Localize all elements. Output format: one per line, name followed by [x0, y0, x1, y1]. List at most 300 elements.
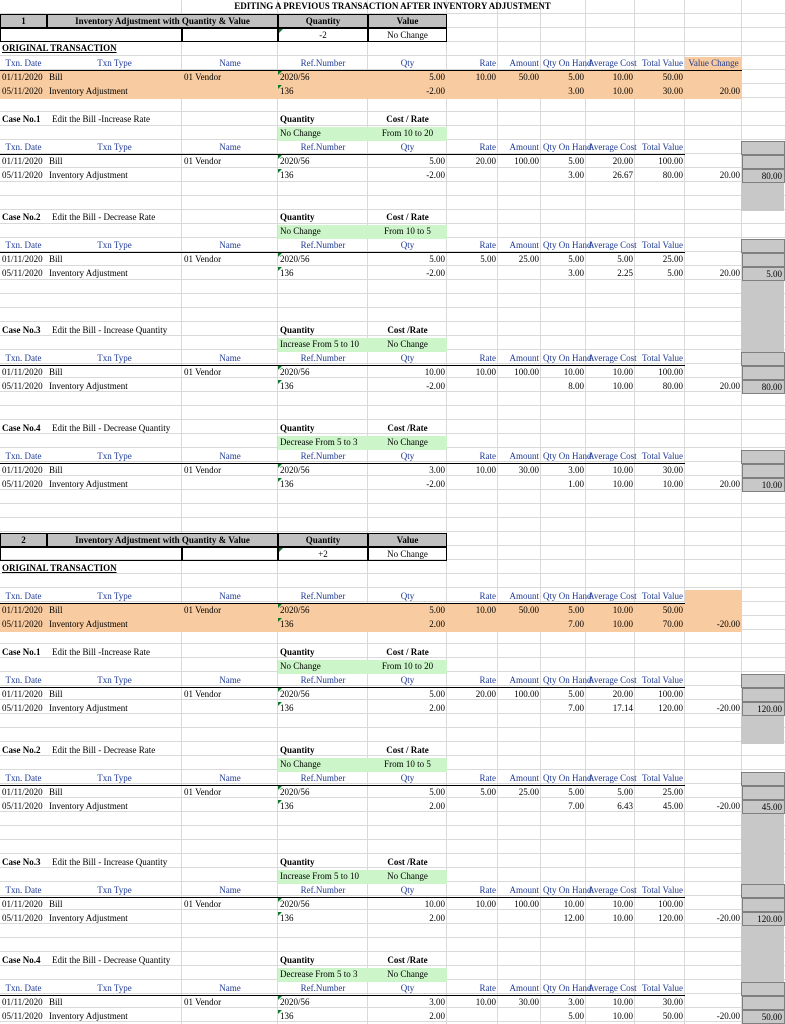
cell-amount[interactable]: 30.00 — [518, 997, 539, 1007]
cell-net-change[interactable] — [742, 786, 785, 800]
cell-total-value[interactable]: 100.00 — [658, 899, 683, 909]
cost-change[interactable]: No Change — [368, 436, 447, 450]
cell-qty-on-hand[interactable]: 3.00 — [568, 997, 584, 1007]
cell-amount[interactable] — [498, 85, 541, 99]
cell-total-value[interactable]: 30.00 — [662, 997, 683, 1007]
cell-total-value[interactable]: 30.00 — [662, 465, 683, 475]
cell-name[interactable] — [182, 618, 278, 632]
cell-average-cost[interactable]: 20.00 — [612, 689, 633, 699]
cell-amount[interactable] — [498, 478, 541, 492]
cell-rate[interactable] — [447, 380, 498, 394]
cell-txn-date[interactable]: 01/11/2020 — [2, 254, 43, 264]
cell-value-change[interactable]: -20.00 — [716, 913, 740, 923]
cell-ref-number[interactable]: 136 — [278, 169, 368, 183]
cell-name[interactable]: 01 Vendor — [184, 689, 222, 699]
cell-rate[interactable] — [447, 1010, 498, 1024]
cell-name[interactable]: 01 Vendor — [184, 997, 222, 1007]
case-label: Case No.4 — [2, 423, 41, 433]
cell-rate[interactable]: 10.00 — [475, 465, 496, 475]
cell-net-change[interactable]: 5.00 — [742, 267, 785, 281]
cell-net-change[interactable] — [742, 253, 785, 267]
adjustment-quantity[interactable]: +2 — [278, 547, 368, 561]
blank-cell[interactable] — [182, 547, 278, 561]
cell-amount[interactable] — [498, 380, 541, 394]
adjustment-quantity[interactable]: -2 — [278, 28, 368, 42]
blank-cell[interactable] — [0, 547, 182, 561]
cell-qty-on-hand[interactable]: 7.00 — [541, 618, 586, 632]
cell-name[interactable]: 01 Vendor — [184, 156, 222, 166]
cell-txn-date[interactable]: 01/11/2020 — [0, 71, 47, 85]
cell-qty-on-hand[interactable]: 5.00 — [568, 689, 584, 699]
cell-txn-date[interactable]: 05/11/2020 — [2, 479, 43, 489]
cell-qty[interactable]: -2.00 — [368, 85, 447, 99]
cell-rate[interactable]: 5.00 — [480, 787, 496, 797]
cell-rate[interactable] — [447, 85, 498, 99]
cell-average-cost[interactable]: 26.67 — [612, 170, 633, 180]
cell-txn-type[interactable]: Bill — [49, 689, 63, 699]
quantity-change[interactable]: Decrease From 5 to 3 — [278, 436, 368, 450]
cell-value-change[interactable] — [685, 155, 742, 169]
cell-total-value[interactable]: 50.00 — [635, 71, 685, 85]
case-description: Edit the Bill - Decrease Rate — [52, 212, 156, 222]
cell-ref-number[interactable]: 2020/56 — [278, 688, 368, 702]
column-header-qty: Qty — [368, 141, 447, 155]
cell-total-value[interactable]: 120.00 — [658, 703, 683, 713]
column-header-ref-number: Ref.Number — [278, 141, 368, 155]
cell-qty-on-hand[interactable]: 5.00 — [541, 71, 586, 85]
value-change-header-fill — [685, 590, 742, 604]
cell-rate[interactable]: 10.00 — [475, 367, 496, 377]
cell-qty-on-hand[interactable]: 12.00 — [563, 913, 584, 923]
column-header-name: Name — [182, 450, 278, 464]
cell-txn-date[interactable]: 05/11/2020 — [0, 85, 47, 99]
cell-amount[interactable] — [498, 1010, 541, 1024]
cell-rate[interactable]: 10.00 — [447, 71, 498, 85]
cell-value-change[interactable] — [685, 688, 742, 702]
cell-qty-on-hand[interactable]: 5.00 — [568, 156, 584, 166]
cell-qty[interactable]: 5.00 — [368, 71, 447, 85]
cell-qty[interactable]: 5.00 — [429, 254, 445, 264]
cell-txn-date[interactable]: 01/11/2020 — [2, 156, 43, 166]
cell-ref-number[interactable]: 2020/56 — [278, 898, 368, 912]
cell-name[interactable]: 01 Vendor — [184, 367, 222, 377]
cell-qty-on-hand[interactable]: 7.00 — [568, 801, 584, 811]
column-header-average-cost: Average Cost — [586, 674, 635, 688]
cell-amount[interactable] — [498, 267, 541, 281]
cell-name[interactable]: 01 Vendor — [182, 604, 278, 618]
column-header-ref-number: Ref.Number — [278, 450, 368, 464]
case-description: Edit the Bill - Decrease Rate — [52, 745, 156, 755]
cell-txn-type[interactable]: Inventory Adjustment — [49, 801, 128, 811]
column-header-ref-number: Ref.Number — [278, 590, 368, 604]
column-header-average-cost: Average Cost — [586, 590, 635, 604]
cell-average-cost[interactable]: 10.00 — [612, 381, 633, 391]
cell-qty[interactable]: 10.00 — [424, 899, 445, 909]
cell-ref-number[interactable]: 136 — [278, 267, 368, 281]
cell-ref-number[interactable]: 136 — [278, 380, 368, 394]
cell-amount[interactable] — [498, 618, 541, 632]
cell-net-change[interactable]: 120.00 — [742, 702, 785, 716]
cell-average-cost[interactable]: 10.00 — [586, 71, 635, 85]
cell-average-cost[interactable]: 10.00 — [586, 604, 635, 618]
cell-ref-number[interactable]: 2020/56 — [278, 604, 368, 618]
cell-value-change[interactable] — [685, 366, 742, 380]
cell-average-cost[interactable]: 20.00 — [612, 156, 633, 166]
quantity-label: Quantity — [280, 114, 315, 124]
cell-rate[interactable]: 10.00 — [475, 899, 496, 909]
column-header-txn-type: Txn Type — [47, 982, 182, 996]
cell-qty[interactable]: 2.00 — [429, 1011, 445, 1021]
column-header-txn-date: Txn. Date — [0, 141, 47, 155]
column-header-txn-date: Txn. Date — [0, 450, 47, 464]
cell-amount[interactable]: 100.00 — [514, 689, 539, 699]
quantity-change[interactable]: No Change — [278, 660, 368, 674]
cell-rate[interactable]: 20.00 — [475, 156, 496, 166]
quantity-change[interactable]: No Change — [278, 127, 368, 141]
cell-name[interactable] — [182, 800, 278, 814]
cell-amount[interactable] — [498, 912, 541, 926]
cell-name[interactable] — [182, 702, 278, 716]
cell-value-change[interactable]: -20.00 — [685, 618, 742, 632]
cell-average-cost[interactable]: 5.00 — [617, 254, 633, 264]
cell-qty-on-hand[interactable]: 3.00 — [568, 170, 584, 180]
cell-ref-number[interactable]: 2020/56 — [278, 996, 368, 1010]
cost-change[interactable]: No Change — [368, 870, 447, 884]
column-header-txn-date: Txn. Date — [0, 590, 47, 604]
cell-net-change[interactable] — [742, 155, 785, 169]
cell-amount[interactable]: 100.00 — [514, 899, 539, 909]
quantity-change[interactable]: Increase From 5 to 10 — [278, 338, 368, 352]
cell-qty-on-hand[interactable]: 3.00 — [541, 85, 586, 99]
cell-txn-date[interactable]: 01/11/2020 — [2, 689, 43, 699]
cell-qty[interactable]: 2.00 — [429, 913, 445, 923]
cell-net-change[interactable] — [742, 464, 785, 478]
cell-value-change[interactable]: 20.00 — [719, 268, 740, 278]
cell-amount[interactable]: 100.00 — [514, 156, 539, 166]
cell-name[interactable] — [182, 1010, 278, 1024]
column-header-ref-number: Ref.Number — [278, 674, 368, 688]
cell-qty[interactable]: 5.00 — [429, 156, 445, 166]
cell-qty[interactable]: -2.00 — [426, 170, 445, 180]
cell-amount[interactable] — [498, 169, 541, 183]
cell-qty-on-hand[interactable]: 8.00 — [568, 381, 584, 391]
column-header-qty: Qty — [368, 57, 447, 71]
cell-rate[interactable] — [447, 169, 498, 183]
cell-txn-date[interactable]: 05/11/2020 — [2, 703, 43, 713]
cell-amount[interactable]: 25.00 — [518, 254, 539, 264]
cell-amount[interactable] — [498, 702, 541, 716]
cell-qty[interactable]: -2.00 — [426, 268, 445, 278]
cell-total-value[interactable]: 10.00 — [662, 479, 683, 489]
blank-cell[interactable] — [0, 28, 182, 42]
cell-net-change[interactable] — [742, 898, 785, 912]
cell-qty[interactable]: -2.00 — [426, 381, 445, 391]
quantity-change[interactable]: No Change — [278, 225, 368, 239]
cell-amount[interactable]: 30.00 — [518, 465, 539, 475]
column-header-qty: Qty — [368, 884, 447, 898]
cell-net-change[interactable] — [742, 688, 785, 702]
cost-change[interactable]: From 10 to 20 — [368, 127, 447, 141]
cell-average-cost[interactable]: 10.00 — [586, 85, 635, 99]
cell-ref-number[interactable]: 2020/56 — [278, 253, 368, 267]
cell-qty-on-hand[interactable]: 3.00 — [568, 465, 584, 475]
cell-name[interactable]: 01 Vendor — [184, 787, 222, 797]
cell-value-change[interactable] — [685, 71, 742, 85]
cost-change[interactable]: From 10 to 20 — [368, 660, 447, 674]
cell-txn-date[interactable]: 01/11/2020 — [2, 465, 43, 475]
cell-qty-on-hand[interactable]: 5.00 — [568, 787, 584, 797]
cell-total-value[interactable]: 80.00 — [662, 381, 683, 391]
scenario-number: 2 — [0, 533, 47, 547]
column-header-txn-date: Txn. Date — [0, 982, 47, 996]
cell-qty-on-hand[interactable]: 5.00 — [541, 604, 586, 618]
cell-txn-type[interactable]: Inventory Adjustment — [49, 703, 128, 713]
cell-txn-date[interactable]: 05/11/2020 — [2, 913, 43, 923]
cell-total-value[interactable]: 25.00 — [662, 787, 683, 797]
change-column-fill — [741, 814, 784, 884]
cell-amount[interactable] — [498, 800, 541, 814]
cell-value-change[interactable]: -20.00 — [716, 1011, 740, 1021]
cell-ref-number[interactable]: 136 — [278, 85, 368, 99]
cell-net-change[interactable]: 50.00 — [742, 1010, 785, 1024]
column-header-txn-type: Txn Type — [47, 239, 182, 253]
cell-average-cost[interactable]: 10.00 — [612, 997, 633, 1007]
cell-ref-number[interactable]: 2020/56 — [278, 366, 368, 380]
cell-total-value[interactable]: 45.00 — [662, 801, 683, 811]
column-header-rate: Rate — [447, 772, 498, 786]
cell-qty[interactable]: 2.00 — [429, 801, 445, 811]
cell-rate[interactable] — [447, 478, 498, 492]
cell-total-value[interactable]: 30.00 — [635, 85, 685, 99]
cell-name[interactable]: 01 Vendor — [182, 71, 278, 85]
cell-ref-number[interactable]: 2020/56 — [278, 464, 368, 478]
cell-amount[interactable]: 100.00 — [514, 367, 539, 377]
cell-txn-date[interactable]: 05/11/2020 — [2, 268, 43, 278]
cell-txn-type[interactable]: Inventory Adjustment — [47, 618, 182, 632]
cell-name[interactable] — [182, 169, 278, 183]
cell-txn-date[interactable]: 05/11/2020 — [2, 170, 43, 180]
cell-qty-on-hand[interactable]: 10.00 — [563, 367, 584, 377]
cell-qty[interactable]: 5.00 — [368, 604, 447, 618]
cell-txn-date[interactable]: 01/11/2020 — [0, 604, 47, 618]
cell-txn-type[interactable]: Inventory Adjustment — [49, 170, 128, 180]
cell-average-cost[interactable]: 5.00 — [617, 787, 633, 797]
cell-txn-date[interactable]: 05/11/2020 — [2, 381, 43, 391]
cell-ref-number[interactable]: 136 — [278, 618, 368, 632]
cell-total-value[interactable]: 50.00 — [635, 604, 685, 618]
column-header-total-value: Total Value — [635, 450, 685, 464]
column-header-qty-on-hand: Qty On Hand — [541, 141, 586, 155]
cell-qty-on-hand[interactable]: 7.00 — [568, 703, 584, 713]
cell-qty[interactable]: 2.00 — [429, 703, 445, 713]
cost-change[interactable]: From 10 to 5 — [368, 225, 447, 239]
cell-name[interactable]: 01 Vendor — [184, 899, 222, 909]
cell-net-change[interactable]: 80.00 — [742, 169, 785, 183]
cell-name[interactable] — [182, 85, 278, 99]
cell-qty[interactable]: 5.00 — [429, 689, 445, 699]
cell-txn-date[interactable]: 01/11/2020 — [2, 367, 43, 377]
cell-txn-type[interactable]: Inventory Adjustment — [49, 913, 128, 923]
cell-name[interactable] — [182, 267, 278, 281]
cell-qty-on-hand[interactable]: 5.00 — [568, 1011, 584, 1021]
cell-value-change[interactable]: -20.00 — [716, 703, 740, 713]
cell-net-change[interactable]: 45.00 — [742, 800, 785, 814]
cell-rate[interactable]: 5.00 — [480, 254, 496, 264]
cell-amount[interactable]: 25.00 — [518, 787, 539, 797]
cell-average-cost[interactable]: 10.00 — [612, 479, 633, 489]
cell-rate[interactable] — [447, 618, 498, 632]
cell-total-value[interactable]: 25.00 — [662, 254, 683, 264]
cell-name[interactable] — [182, 912, 278, 926]
quantity-label: Quantity — [280, 212, 315, 222]
cell-txn-date[interactable]: 01/11/2020 — [2, 787, 43, 797]
cell-total-value[interactable]: 70.00 — [635, 618, 685, 632]
cell-qty[interactable]: 2.00 — [368, 618, 447, 632]
column-header-qty: Qty — [368, 590, 447, 604]
case-label: Case No.2 — [2, 212, 41, 222]
cell-txn-type[interactable]: Bill — [49, 787, 63, 797]
cell-qty[interactable]: 10.00 — [424, 367, 445, 377]
cell-net-change[interactable] — [742, 366, 785, 380]
cell-net-change[interactable]: 80.00 — [742, 380, 785, 394]
cell-name[interactable] — [182, 380, 278, 394]
cell-value-change[interactable] — [685, 898, 742, 912]
cost-change[interactable]: No Change — [368, 968, 447, 982]
cell-total-value[interactable]: 100.00 — [658, 689, 683, 699]
scenario-heading: Inventory Adjustment with Quantity & Value — [47, 14, 278, 28]
cell-average-cost[interactable]: 17.14 — [612, 703, 633, 713]
cell-txn-type[interactable]: Inventory Adjustment — [49, 268, 128, 278]
cell-value-change[interactable]: -20.00 — [716, 801, 740, 811]
cell-rate[interactable]: 10.00 — [447, 604, 498, 618]
cell-rate[interactable]: 10.00 — [475, 997, 496, 1007]
quantity-change[interactable]: Increase From 5 to 10 — [278, 870, 368, 884]
cost-change[interactable]: No Change — [368, 338, 447, 352]
cell-average-cost[interactable]: 10.00 — [612, 913, 633, 923]
cell-total-value[interactable]: 100.00 — [658, 156, 683, 166]
column-header-txn-date: Txn. Date — [0, 772, 47, 786]
cell-value-change[interactable] — [685, 996, 742, 1010]
cell-txn-type[interactable]: Bill — [49, 465, 63, 475]
cell-ref-number[interactable]: 136 — [278, 912, 368, 926]
cell-rate[interactable] — [447, 702, 498, 716]
cell-average-cost[interactable]: 10.00 — [612, 465, 633, 475]
cell-qty[interactable]: 5.00 — [429, 787, 445, 797]
cell-txn-type[interactable]: Inventory Adjustment — [49, 381, 128, 391]
cell-txn-type[interactable]: Inventory Adjustment — [47, 85, 182, 99]
cell-average-cost[interactable]: 10.00 — [586, 618, 635, 632]
cell-ref-number[interactable]: 136 — [278, 478, 368, 492]
change-column-fill — [741, 716, 784, 744]
cell-txn-type[interactable]: Inventory Adjustment — [49, 1011, 128, 1021]
cell-amount[interactable]: 50.00 — [498, 604, 541, 618]
adjustment-value[interactable]: No Change — [368, 28, 447, 42]
cell-rate[interactable] — [447, 267, 498, 281]
cell-total-value[interactable]: 100.00 — [658, 367, 683, 377]
cost-change[interactable]: From 10 to 5 — [368, 758, 447, 772]
cell-txn-date[interactable]: 01/11/2020 — [2, 997, 43, 1007]
cell-qty-on-hand[interactable]: 10.00 — [563, 899, 584, 909]
cell-average-cost[interactable]: 10.00 — [612, 899, 633, 909]
quantity-change[interactable]: Decrease From 5 to 3 — [278, 968, 368, 982]
blank-cell[interactable] — [182, 28, 278, 42]
cell-txn-type[interactable]: Bill — [49, 156, 63, 166]
cell-total-value[interactable]: 80.00 — [662, 170, 683, 180]
cell-rate[interactable]: 20.00 — [475, 689, 496, 699]
cell-rate[interactable] — [447, 912, 498, 926]
cell-ref-number[interactable]: 2020/56 — [278, 155, 368, 169]
cell-value-change[interactable] — [685, 604, 742, 618]
column-header-total-value: Total Value — [635, 57, 685, 71]
cell-txn-date[interactable]: 05/11/2020 — [2, 1011, 43, 1021]
cell-ref-number[interactable]: 136 — [278, 1010, 368, 1024]
cell-total-value[interactable]: 50.00 — [662, 1011, 683, 1021]
cell-name[interactable]: 01 Vendor — [184, 254, 222, 264]
cell-value-change[interactable] — [685, 786, 742, 800]
column-header-rate: Rate — [447, 239, 498, 253]
cell-average-cost[interactable]: 10.00 — [612, 367, 633, 377]
cell-net-change[interactable] — [742, 996, 785, 1010]
cell-value-change[interactable]: 20.00 — [685, 85, 742, 99]
cell-ref-number[interactable]: 2020/56 — [278, 71, 368, 85]
cell-name[interactable] — [182, 478, 278, 492]
cell-value-change[interactable]: 20.00 — [719, 170, 740, 180]
cell-name[interactable]: 01 Vendor — [184, 465, 222, 475]
cell-value-change[interactable] — [685, 464, 742, 478]
cell-txn-date[interactable]: 05/11/2020 — [0, 618, 47, 632]
quantity-change[interactable]: No Change — [278, 758, 368, 772]
case-label: Case No.4 — [2, 955, 41, 965]
cell-txn-type[interactable]: Bill — [49, 254, 63, 264]
cell-average-cost[interactable]: 6.43 — [617, 801, 633, 811]
cell-txn-type[interactable]: Bill — [47, 604, 182, 618]
cell-value-change[interactable] — [685, 253, 742, 267]
cell-average-cost[interactable]: 10.00 — [612, 1011, 633, 1021]
column-header-amount: Amount — [498, 674, 541, 688]
cell-txn-date[interactable]: 05/11/2020 — [2, 801, 43, 811]
column-header-total-value: Total Value — [635, 982, 685, 996]
cell-qty[interactable]: 3.00 — [429, 465, 445, 475]
quantity-label: Quantity — [278, 533, 368, 547]
cell-net-change[interactable]: 10.00 — [742, 478, 785, 492]
adjustment-value[interactable]: No Change — [368, 547, 447, 561]
cell-txn-type[interactable]: Bill — [49, 367, 63, 377]
cell-ref-number[interactable]: 136 — [278, 702, 368, 716]
cell-qty-on-hand[interactable]: 5.00 — [568, 254, 584, 264]
cell-amount[interactable]: 50.00 — [498, 71, 541, 85]
quantity-label: Quantity — [280, 647, 315, 657]
cell-ref-number[interactable]: 2020/56 — [278, 786, 368, 800]
cell-average-cost[interactable]: 2.25 — [617, 268, 633, 278]
cell-txn-type[interactable]: Inventory Adjustment — [49, 479, 128, 489]
cell-total-value[interactable]: 5.00 — [667, 268, 683, 278]
cell-txn-date[interactable]: 01/11/2020 — [2, 899, 43, 909]
cell-net-change[interactable]: 120.00 — [742, 912, 785, 926]
cell-value-change[interactable]: 20.00 — [719, 479, 740, 489]
cell-txn-type[interactable]: Bill — [49, 997, 63, 1007]
cell-ref-number[interactable]: 136 — [278, 800, 368, 814]
cell-qty-on-hand[interactable]: 1.00 — [568, 479, 584, 489]
cell-txn-type[interactable]: Bill — [49, 899, 63, 909]
cell-qty-on-hand[interactable]: 3.00 — [568, 268, 584, 278]
column-header-name: Name — [182, 141, 278, 155]
cell-qty[interactable]: -2.00 — [426, 479, 445, 489]
cell-txn-type[interactable]: Bill — [47, 71, 182, 85]
cell-total-value[interactable]: 120.00 — [658, 913, 683, 923]
cell-value-change[interactable]: 20.00 — [719, 381, 740, 391]
cell-qty[interactable]: 3.00 — [429, 997, 445, 1007]
cell-rate[interactable] — [447, 800, 498, 814]
